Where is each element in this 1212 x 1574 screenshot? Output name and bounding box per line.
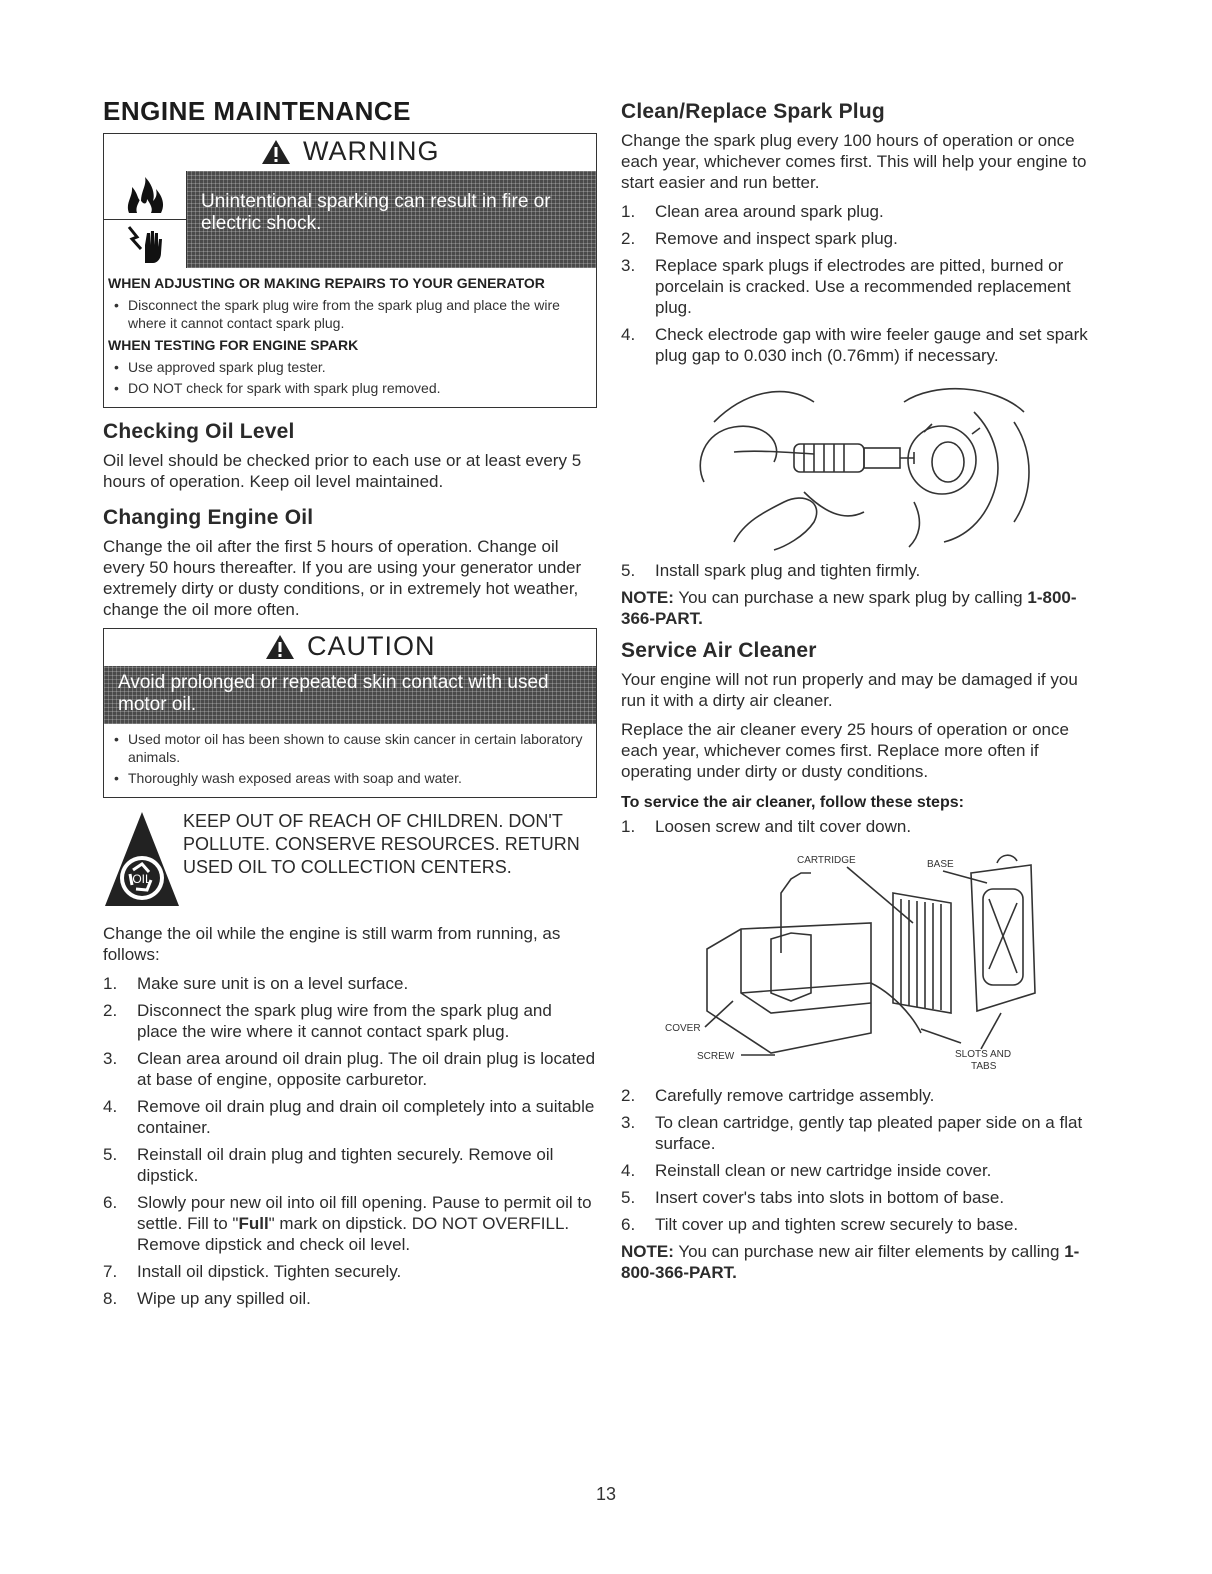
tabs-label: TABS [971, 1061, 997, 1072]
caution-list [108, 730, 588, 787]
recycle-oil-icon [103, 810, 183, 913]
left-column [103, 96, 597, 1315]
list-item: 4. Remove oil drain plug and drain oil completely into a suitable container. [103, 1097, 595, 1137]
screw-label: SCREW [697, 1051, 735, 1062]
spark-plug-text: Change the spark plug every 100 hours of operation or once each year, whichever comes first. This will help your engine to start easier and run better. [621, 131, 1087, 192]
list-item: 2. Disconnect the spark plug wire from the spark plug and place the wire where it cannot contact spark plug. [103, 1001, 552, 1041]
air-cleaner-heading: Service Air Cleaner [621, 639, 817, 662]
changing-oil-heading: Changing Engine Oil [103, 506, 314, 529]
recycle-notice [103, 810, 597, 913]
spark-plug-heading: Clean/Replace Spark Plug [621, 100, 885, 123]
caution-heading: CAUTION [306, 631, 436, 661]
warning-message: Unintentional sparking can result in fire or electric shock. [187, 171, 596, 268]
caution-triangle-icon [265, 634, 295, 660]
spark-plug-steps [621, 201, 1107, 366]
full-mark-label: Full [238, 1214, 269, 1233]
air-cleaner-diagram [621, 843, 1041, 1079]
right-column [621, 96, 1107, 1291]
list-item: 4. Check electrode gap with wire feeler gauge and set spark plug gap to 0.030 inch (0.76mm) if necessary. [621, 325, 1088, 365]
recycle-text: KEEP OUT OF REACH OF CHILDREN. DON'T POLLUTE. CONSERVE RESOURCES. RETURN USED OIL TO COLLECTION CENTERS. [183, 811, 580, 877]
list-item: 7. Install oil dipstick. Tighten securely. [103, 1262, 402, 1281]
list-item: • Disconnect the spark plug wire from the spark plug and place the wire where it cannot contact spark plug. [108, 296, 588, 332]
change-oil-steps [103, 973, 597, 1309]
caution-header [104, 629, 596, 666]
list-item: 3. Clean area around oil drain plug. The oil drain plug is located at base of engine, opposite carburetor. [103, 1049, 596, 1089]
shock-hazard-icon [104, 220, 186, 268]
note-label: NOTE: [621, 588, 674, 607]
caution-body [104, 724, 596, 797]
list-item: • Thoroughly wash exposed areas with soap and water. [108, 769, 588, 787]
air-cleaner-step1 [621, 816, 1107, 837]
warning-subheading-repairs: WHEN ADJUSTING OR MAKING REPAIRS TO YOUR GENERATOR [108, 275, 545, 291]
change-oil-intro: Change the oil while the engine is still warm from running, as follows: [103, 924, 561, 964]
air-cleaner-lead: To service the air cleaner, follow these steps: [621, 794, 964, 811]
list-item: • Use approved spark plug tester. [108, 358, 588, 376]
caution-message: Avoid prolonged or repeated skin contact with used motor oil. [104, 666, 596, 724]
spark-plug-gap-illustration [674, 372, 1054, 552]
changing-oil-text: Change the oil after the first 5 hours of operation. Change oil every 50 hours thereafter. If you are using your generator under extremely dirty or dusty conditions, or in extremely hot weather, change the oil more often. [103, 537, 582, 619]
spark-plug-note: NOTE: You can purchase a new spark plug by calling 1-800-366-PART. [621, 588, 1077, 628]
warning-band [104, 171, 596, 268]
cover-label: COVER [665, 1023, 701, 1034]
warning-list-repairs [108, 296, 588, 332]
checking-oil-heading: Checking Oil Level [103, 420, 295, 443]
page-number: 13 [595, 1484, 617, 1504]
list-item: 6. Slowly pour new oil into oil fill opening. Pause to permit oil to settle. Fill to "Full" mark on dipstick. DO NOT OVERFILL. Remove dipstick and check oil level. [103, 1193, 592, 1254]
phone-number: 1-800-366-PART. [621, 588, 1077, 628]
air-cleaner-text-1: Your engine will not run properly and may be damaged if you run it with a dirty air cleaner. [621, 670, 1078, 710]
air-cleaner-text-2: Replace the air cleaner every 25 hours of operation or once each year, whichever comes first. Replace more often if operating under dirty or dusty conditions. [621, 720, 1069, 781]
svg-text:OIL: OIL [132, 872, 152, 886]
list-item: 3. Replace spark plugs if electrodes are pitted, burned or porcelain is cracked. Use a recommended replacement plug. [621, 256, 1071, 317]
list-item: • DO NOT check for spark with spark plug removed. [108, 379, 588, 397]
base-label: BASE [927, 859, 954, 870]
list-item: 5. Install spark plug and tighten firmly. [621, 561, 921, 580]
list-item: 1. Clean area around spark plug. [621, 202, 884, 221]
warning-subheading-testing: WHEN TESTING FOR ENGINE SPARK [108, 337, 359, 353]
warning-triangle-icon [261, 139, 291, 165]
page-title: ENGINE MAINTENANCE [103, 96, 412, 126]
list-item: 2. Remove and inspect spark plug. [621, 229, 898, 248]
list-item: 5. Insert cover's tabs into slots in bottom of base. [621, 1188, 1005, 1207]
warning-body [104, 268, 596, 407]
caution-box [103, 628, 597, 798]
list-item: 3. To clean cartridge, gently tap pleated paper side on a flat surface. [621, 1113, 1083, 1153]
list-item: 1. Loosen screw and tilt cover down. [621, 817, 912, 836]
slots-label: SLOTS AND [955, 1049, 1012, 1060]
spark-plug-step5 [621, 560, 1107, 581]
list-item: 5. Reinstall oil drain plug and tighten securely. Remove oil dipstick. [103, 1145, 554, 1185]
cartridge-label: CARTRIDGE [797, 855, 856, 866]
note-label: NOTE: [621, 1242, 674, 1261]
warning-list-testing [108, 358, 588, 397]
warning-icons [104, 171, 187, 268]
list-item: 4. Reinstall clean or new cartridge inside cover. [621, 1161, 992, 1180]
checking-oil-text: Oil level should be checked prior to each use or at least every 5 hours of operation. Keep oil level maintained. [103, 451, 582, 491]
phone-number: 1-800-366-PART. [621, 1242, 1080, 1282]
air-cleaner-note: NOTE: You can purchase new air filter elements by calling 1-800-366-PART. [621, 1242, 1080, 1282]
air-cleaner-steps [621, 1085, 1107, 1235]
list-item: 1. Make sure unit is on a level surface. [103, 974, 409, 993]
warning-header [104, 134, 596, 171]
list-item: 8. Wipe up any spilled oil. [103, 1289, 311, 1308]
warning-box [103, 133, 597, 408]
list-item: 6. Tilt cover up and tighten screw securely to base. [621, 1215, 1019, 1234]
list-item: • Used motor oil has been shown to cause skin cancer in certain laboratory animals. [108, 730, 588, 766]
list-item: 2. Carefully remove cartridge assembly. [621, 1086, 935, 1105]
warning-heading: WARNING [302, 136, 440, 166]
fire-hazard-icon [104, 171, 186, 220]
